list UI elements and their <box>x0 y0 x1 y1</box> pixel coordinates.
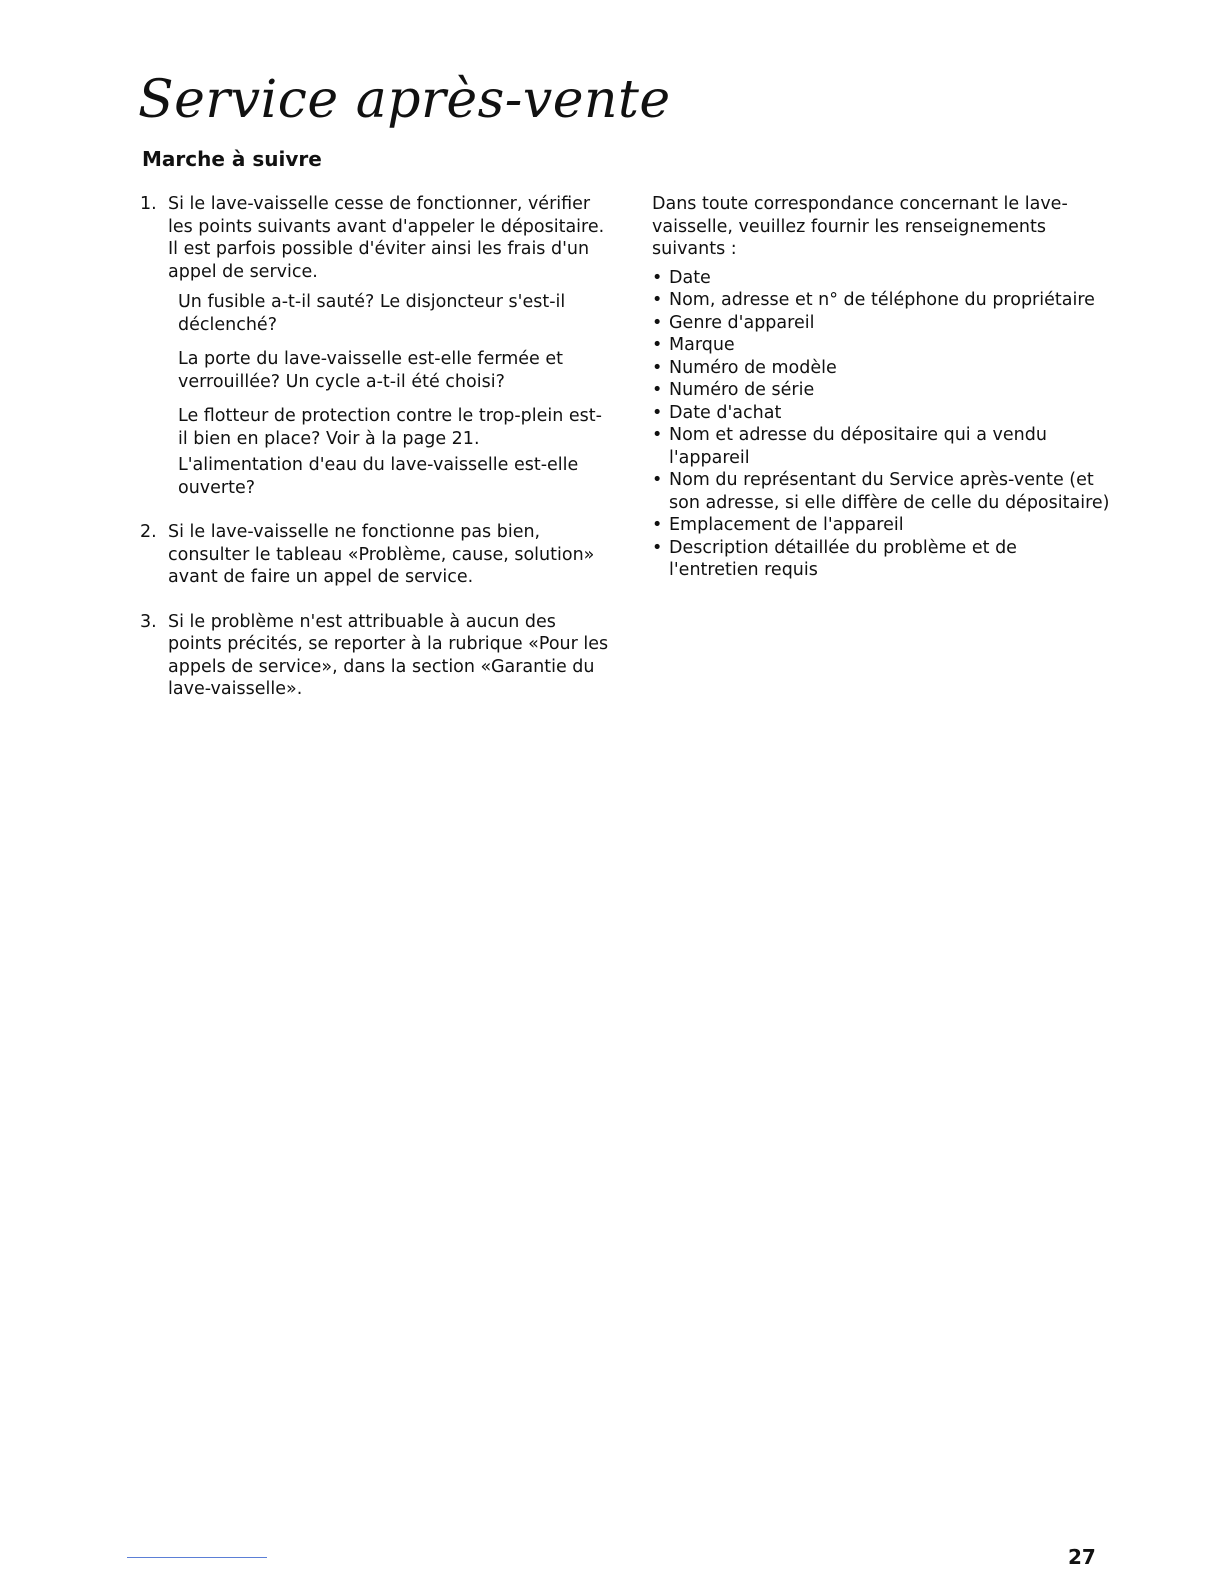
list-item: • Date d'achat <box>652 402 782 423</box>
bullet-icon: • <box>652 515 663 535</box>
check-item: L'alimentation d'eau du lave-vaisselle est-elle ouverte? <box>178 455 579 498</box>
step-number: 1. <box>140 194 157 214</box>
check-item: La porte du lave-vaisselle est-elle fermée et verrouillée? Un cycle a-t-il été choisi? <box>178 349 564 392</box>
section-heading: Marche à suivre <box>142 147 322 171</box>
bullet-icon: • <box>652 380 663 400</box>
list-item: • Numéro de série <box>652 380 815 400</box>
bullet-icon: • <box>652 290 663 310</box>
list-item: • Description détaillée du problème et de l'entretien requis <box>652 537 1017 580</box>
list-item: • Emplacement de l'appareil <box>652 515 904 535</box>
bullet-icon: • <box>652 470 663 490</box>
step-text: Si le problème n'est attribuable à aucun des points précités, se reporter à la rubrique «Pour les appels de service», dans la section «Garantie du lave-vaisselle». <box>168 611 609 699</box>
correspondence-intro: Dans toute correspondance concernant le lave-vaisselle, veuillez fournir les renseignements suivants : <box>652 194 1068 259</box>
procedure-column <box>140 193 610 723</box>
bullet-icon: • <box>652 312 663 333</box>
bullet-icon: • <box>652 335 663 355</box>
step-1 <box>140 193 610 499</box>
required-info-list <box>652 267 1112 582</box>
bullet-icon: • <box>652 425 663 445</box>
check-item: Un fusible a-t-il sauté? Le disjoncteur s'est-il déclenché? <box>178 292 566 335</box>
footer-divider <box>127 1557 267 1558</box>
bullet-icon: • <box>652 357 663 378</box>
list-item: • Nom et adresse du dépositaire qui a vendu l'appareil <box>652 425 1047 468</box>
list-item: • Date <box>652 267 711 288</box>
correspondence-column <box>652 193 1112 582</box>
bullet-icon: • <box>652 537 663 558</box>
check-item: Le flotteur de protection contre le trop-plein est-il bien en place? Voir à la page 21. <box>178 406 602 449</box>
step-3 <box>140 611 610 701</box>
bullet-icon: • <box>652 402 663 423</box>
step-text: Si le lave-vaisselle cesse de fonctionner, vérifier les points suivants avant d'appeler le dépositaire. Il est parfois possible d'éviter ainsi les frais d'un appel de service. <box>168 194 605 282</box>
step-text: Si le lave-vaisselle ne fonctionne pas bien, consulter le tableau «Problème, cause, solution» avant de faire un appel de service. <box>168 522 595 587</box>
page-number: 27 <box>1068 1545 1096 1569</box>
list-item: • Numéro de modèle <box>652 357 837 378</box>
step-number: 2. <box>140 522 157 542</box>
step-number: 3. <box>140 611 157 632</box>
page-title: Service après-vente <box>138 70 671 130</box>
step-2 <box>140 521 610 589</box>
list-item: • Genre d'appareil <box>652 312 815 333</box>
list-item: • Nom du représentant du Service après-vente (et son adresse, si elle diffère de celle du dépositaire) <box>652 470 1110 513</box>
list-item: • Marque <box>652 335 735 355</box>
list-item: • Nom, adresse et n° de téléphone du propriétaire <box>652 290 1095 310</box>
bullet-icon: • <box>652 267 663 288</box>
